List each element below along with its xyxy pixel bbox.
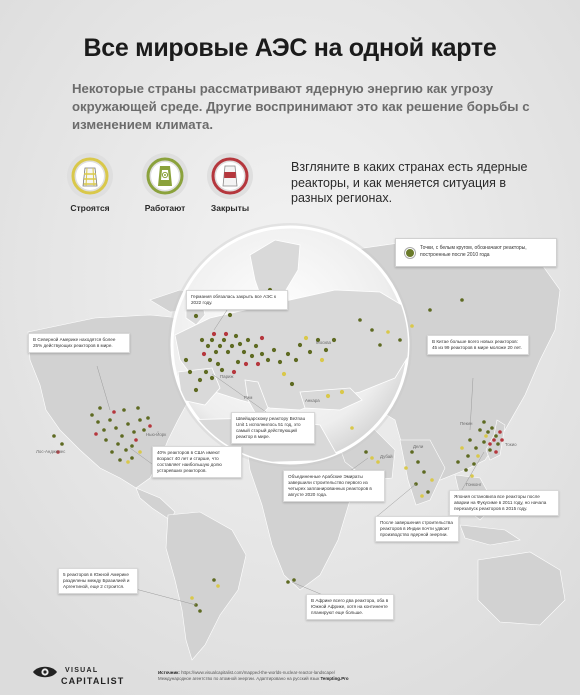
new-reactor-dot-icon	[405, 248, 415, 258]
source-author: Tempting.Pro	[320, 676, 349, 681]
reactor-closed-icon	[206, 152, 254, 200]
annotation-africa: В Африке всего два реактора, оба в Южной Африке, хотя на континенте планируют еще больше.	[306, 594, 394, 620]
annotation-south-america: 5 реакторов в Южной Америке разделены между Бразилией и Аргентиной, еще 2 строится.	[58, 568, 138, 594]
annotation-india: После завершения строительства реакторов в Индии почти удвоит производство ядерной энергии.	[375, 516, 459, 542]
legend-label-closed: Закрыты	[210, 203, 250, 213]
annotation-uae: Объединенные Арабские Эмираты завершили строительство первого из четырех запланированных реакторов в августе 2020 года.	[283, 470, 385, 502]
reactor-operating-icon	[141, 152, 189, 200]
source-label: Источник:	[158, 670, 180, 675]
legend-label-construction: Строятся	[70, 203, 110, 213]
page-title: Все мировые АЭС на одной карте	[83, 34, 497, 62]
map-label-hong-kong: Гонконг	[466, 482, 482, 487]
lead-text: Взгляните в каких странах есть ядерные реакторы, и как меняется ситуация в разных регионах.	[291, 160, 528, 205]
annotation-china: В Китае больше всего новых реакторов: 45 из 99 реакторов в мире моложе 20 лет.	[427, 335, 529, 355]
new-reactor-dot-text: Точки, с белым кругом, обозначают реакторы, построенные после 2010 года	[420, 245, 527, 258]
new-reactor-dot-note	[395, 238, 557, 267]
map-label-rome: Рим	[244, 395, 253, 400]
map-label-tokyo: Токио	[505, 442, 517, 447]
brand-line-2: CAPITALIST	[61, 676, 125, 686]
map-label-beijing: Пекин	[460, 421, 473, 426]
annotation-usa: 40% реакторов в США имеют возраст 40 лет и старше, что составляет наибольшую долю устаревших реакторов.	[152, 446, 242, 478]
page-subtitle: Некоторые страны рассматривают ядерную энергию как угрозу окружающей среде. Другие воспринимают это как решение борьбы с изменением климата.	[72, 81, 530, 132]
source-line-2: Международное агентство по атомной энергии. Адаптировано на русский язык	[158, 676, 320, 681]
map-label-ankara: Анкара	[305, 398, 320, 403]
map-label-moscow: Москва	[316, 340, 331, 345]
reactor-under-construction-icon	[66, 152, 114, 200]
legend-item-operating	[130, 152, 200, 213]
annotation-germany: Германия обязалась закрыть все АЭС к 2022 году.	[186, 290, 288, 310]
source-url[interactable]: https://www.visualcapitalist.com/mapped-the-worlds-nuclear-reactor-landscape/	[181, 670, 336, 675]
legend-label-operating: Работают	[144, 203, 186, 213]
annotation-japan: Япония остановила все реакторы после аварии на Фукусиме в 2011 году, но начала перезапуск реакторов в 2015 году.	[449, 490, 559, 516]
map-label-los-angeles: Лос-Анджелес	[36, 449, 66, 454]
map-label-delhi: Дели	[413, 444, 424, 449]
source-credits	[158, 670, 568, 682]
map-label-dubai: Дубай	[380, 454, 393, 459]
legend-item-construction	[55, 152, 125, 213]
annotation-switzerland: Швейцарскому реактору Beznau Unit 1 исполнилось 51 год, это самый старый действующий реактор в мире.	[231, 412, 315, 444]
annotation-north-america: В Северной Америке находятся более 25% действующих реакторов в мире.	[28, 333, 130, 353]
legend-item-closed	[195, 152, 265, 213]
brand-line-1: VISUAL	[65, 667, 99, 674]
visual-capitalist-logo-icon	[32, 665, 58, 679]
map-label-paris: Париж	[220, 374, 234, 379]
map-label-new-york: Нью-Йорк	[146, 432, 167, 437]
